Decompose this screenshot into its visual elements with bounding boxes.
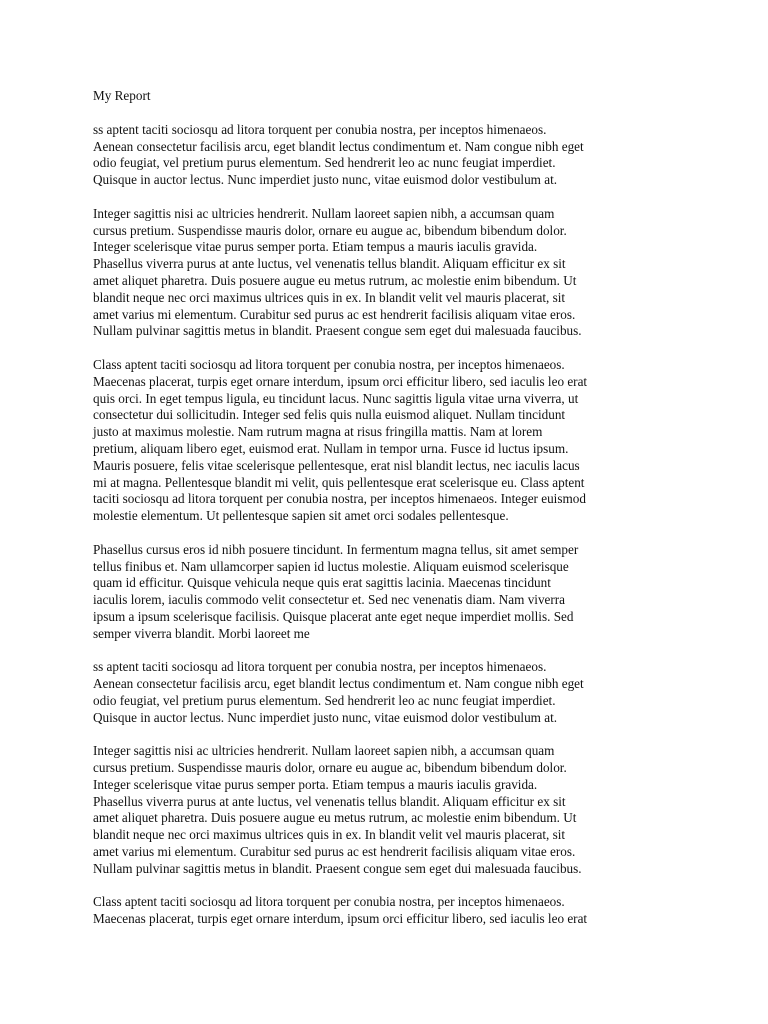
paragraph: Phasellus cursus eros id nibh posuere tincidunt. In fermentum magna tellus, sit amet semper tellus finibus et. Nam ullamcorper sapien id luctus molestie. Aliquam euismod scelerisque quam id efficitur. Quisque vehicula neque quis erat sagittis lacinia. Maecenas tincidunt iaculis lorem, iaculis commodo velit consectetur et. Sed nec venenatis diam. Nam viverra ipsum a ipsum scelerisque facilisis. Quisque placerat ante eget neque imperdiet mollis. Sed semper viverra blandit. Morbi laoreet me [93, 541, 579, 641]
paragraph: Class aptent taciti sociosqu ad litora torquent per conubia nostra, per inceptos himenaeos. Maecenas placerat, turpis eget ornare interdum, ipsum orci efficitur libero, sed iaculis leo erat quis orci. In eget tempus ligula, eu tincidunt lacus. Nunc sagittis ligula vitae urna viverra, ut consectetur dui sollicitudin. Integer sed felis quis nulla euismod aliquet. Nullam tincidunt justo at maximus molestie. Nam rutrum magna at risus fringilla mattis. Nam at lorem pretium, aliquam libero eget, euismod erat. Nullam in tempor urna. Fusce id luctus ipsum. Mauris posuere, felis vitae scelerisque pellentesque, erat nisl blandit lectus, nec iaculis lacus mi at magna. Pellentesque blandit mi velit, quis pellentesque erat scelerisque eu. Class aptent taciti sociosqu ad litora torquent per conubia nostra, per inceptos himenaeos. Integer euismod molestie elementum. Ut pellentesque sapien sit amet orci sodales pellentesque. [93, 356, 588, 524]
paragraph: Integer sagittis nisi ac ultricies hendrerit. Nullam laoreet sapien nibh, a accumsan quam cursus pretium. Suspendisse mauris dolor, ornare eu augue ac, bibendum bibendum dolor. Integer scelerisque vitae purus semper porta. Etiam tempus a mauris iaculis gravida. Phasellus viverra purus at ante luctus, vel venenatis tellus blandit. Aliquam efficitur ex sit amet aliquet pharetra. Duis posuere augue eu metus rutrum, ac molestie enim bibendum. Ut blandit neque nec orci maximus ultrices quis in ex. In blandit velit vel mauris placerat, sit amet varius mi elementum. Curabitur sed purus ac est hendrerit facilisis aliquam vitae eros. Nullam pulvinar sagittis metus in blandit. Praesent congue sem eget dui malesuada faucibus. [93, 205, 582, 339]
paragraph: ss aptent taciti sociosqu ad litora torquent per conubia nostra, per inceptos himenaeos. Aenean consectetur facilisis arcu, eget blandit lectus condimentum et. Nam congue nibh eget odio feugiat, vel pretium purus elementum. Sed hendrerit leo ac nunc feugiat imperdiet. Quisque in auctor lectus. Nunc imperdiet justo nunc, vitae euismod dolor vestibulum at. [93, 121, 584, 188]
document-page [93, 88, 673, 945]
paragraph: Integer sagittis nisi ac ultricies hendrerit. Nullam laoreet sapien nibh, a accumsan quam cursus pretium. Suspendisse mauris dolor, ornare eu augue ac, bibendum bibendum dolor. Integer scelerisque vitae purus semper porta. Etiam tempus a mauris iaculis gravida. Phasellus viverra purus at ante luctus, vel venenatis tellus blandit. Aliquam efficitur ex sit amet aliquet pharetra. Duis posuere augue eu metus rutrum, ac molestie enim bibendum. Ut blandit neque nec orci maximus ultrices quis in ex. In blandit velit vel mauris placerat, sit amet varius mi elementum. Curabitur sed purus ac est hendrerit facilisis aliquam vitae eros. Nullam pulvinar sagittis metus in blandit. Praesent congue sem eget dui malesuada faucibus. [93, 743, 582, 876]
document-title: My Report [93, 88, 151, 103]
paragraph: ss aptent taciti sociosqu ad litora torquent per conubia nostra, per inceptos himenaeos. Aenean consectetur facilisis arcu, eget blandit lectus condimentum et. Nam congue nibh eget odio feugiat, vel pretium purus elementum. Sed hendrerit leo ac nunc feugiat imperdiet. Quisque in auctor lectus. Nunc imperdiet justo nunc, vitae euismod dolor vestibulum at. [93, 659, 584, 725]
paragraph: Class aptent taciti sociosqu ad litora torquent per conubia nostra, per inceptos himenaeos. Maecenas placerat, turpis eget ornare interdum, ipsum orci efficitur libero, sed iaculis leo erat [93, 894, 588, 927]
